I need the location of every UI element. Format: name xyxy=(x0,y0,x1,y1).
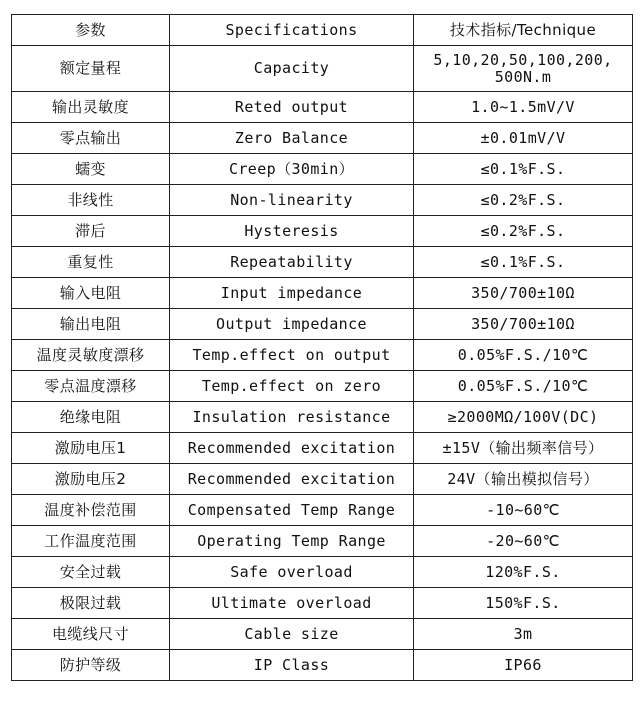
parameter-cell: 温度灵敏度漂移 xyxy=(12,340,170,371)
specification-cell: Reted output xyxy=(170,92,414,123)
specification-cell: Recommended excitation xyxy=(170,464,414,495)
specification-cell: Temp.effect on output xyxy=(170,340,414,371)
specification-cell: Repeatability xyxy=(170,247,414,278)
table-row xyxy=(12,402,633,433)
table-row xyxy=(12,247,633,278)
specification-cell: Compensated Temp Range xyxy=(170,495,414,526)
specification-cell: Insulation resistance xyxy=(170,402,414,433)
table-header-row xyxy=(12,15,633,46)
parameter-cell: 电缆线尺寸 xyxy=(12,619,170,650)
value-cell: -20~60℃ xyxy=(414,526,633,557)
parameter-cell: 非线性 xyxy=(12,185,170,216)
table-body xyxy=(12,15,633,681)
specification-cell: Safe overload xyxy=(170,557,414,588)
specification-cell: Input impedance xyxy=(170,278,414,309)
parameter-cell: 蠕变 xyxy=(12,154,170,185)
parameter-cell: 输出电阻 xyxy=(12,309,170,340)
table-row xyxy=(12,526,633,557)
specification-cell: Non-linearity xyxy=(170,185,414,216)
value-cell: 24V（输出模拟信号） xyxy=(414,464,633,495)
table-row xyxy=(12,309,633,340)
specification-cell: IP Class xyxy=(170,650,414,681)
parameter-cell: 安全过载 xyxy=(12,557,170,588)
specification-cell: Temp.effect on zero xyxy=(170,371,414,402)
value-cell: 150%F.S. xyxy=(414,588,633,619)
specifications-table xyxy=(11,14,633,681)
table-row xyxy=(12,216,633,247)
specification-cell: Cable size xyxy=(170,619,414,650)
table-row xyxy=(12,46,633,92)
value-cell: -10~60℃ xyxy=(414,495,633,526)
header-parameter: 参数 xyxy=(12,15,170,46)
table-row xyxy=(12,650,633,681)
parameter-cell: 滞后 xyxy=(12,216,170,247)
specification-cell: Recommended excitation xyxy=(170,433,414,464)
parameter-cell: 额定量程 xyxy=(12,46,170,92)
table-row xyxy=(12,588,633,619)
parameter-cell: 极限过载 xyxy=(12,588,170,619)
specification-cell: Capacity xyxy=(170,46,414,92)
table-row xyxy=(12,433,633,464)
table-row xyxy=(12,371,633,402)
table-row xyxy=(12,278,633,309)
table-row xyxy=(12,340,633,371)
table-row xyxy=(12,557,633,588)
parameter-cell: 输出灵敏度 xyxy=(12,92,170,123)
parameter-cell: 绝缘电阻 xyxy=(12,402,170,433)
value-cell: 0.05%F.S./10℃ xyxy=(414,340,633,371)
specification-cell: Ultimate overload xyxy=(170,588,414,619)
value-cell: ±15V（输出频率信号） xyxy=(414,433,633,464)
value-cell: 350/700±10Ω xyxy=(414,278,633,309)
specification-cell: Output impedance xyxy=(170,309,414,340)
value-cell: ≤0.2%F.S. xyxy=(414,216,633,247)
parameter-cell: 激励电压1 xyxy=(12,433,170,464)
parameter-cell: 防护等级 xyxy=(12,650,170,681)
table-row xyxy=(12,495,633,526)
parameter-cell: 重复性 xyxy=(12,247,170,278)
value-cell: 120%F.S. xyxy=(414,557,633,588)
value-cell: 5,10,20,50,100,200, 500N.m xyxy=(414,46,633,92)
header-technique: 技术指标/Technique xyxy=(414,15,633,46)
value-cell: 3m xyxy=(414,619,633,650)
specification-cell: Creep（30min） xyxy=(170,154,414,185)
parameter-cell: 零点温度漂移 xyxy=(12,371,170,402)
value-cell: ≥2000MΩ/100V(DC) xyxy=(414,402,633,433)
parameter-cell: 零点输出 xyxy=(12,123,170,154)
parameter-cell: 工作温度范围 xyxy=(12,526,170,557)
specification-cell: Operating Temp Range xyxy=(170,526,414,557)
table-row xyxy=(12,92,633,123)
parameter-cell: 激励电压2 xyxy=(12,464,170,495)
table-row xyxy=(12,123,633,154)
table-row xyxy=(12,619,633,650)
value-cell: ≤0.2%F.S. xyxy=(414,185,633,216)
specification-cell: Zero Balance xyxy=(170,123,414,154)
value-cell: ≤0.1%F.S. xyxy=(414,154,633,185)
value-cell: ≤0.1%F.S. xyxy=(414,247,633,278)
value-cell: 0.05%F.S./10℃ xyxy=(414,371,633,402)
table-row xyxy=(12,154,633,185)
specification-cell: Hysteresis xyxy=(170,216,414,247)
value-cell: 1.0~1.5mV/V xyxy=(414,92,633,123)
header-specifications: Specifications xyxy=(170,15,414,46)
value-cell: 350/700±10Ω xyxy=(414,309,633,340)
parameter-cell: 输入电阻 xyxy=(12,278,170,309)
parameter-cell: 温度补偿范围 xyxy=(12,495,170,526)
table-row xyxy=(12,185,633,216)
table-row xyxy=(12,464,633,495)
value-cell: IP66 xyxy=(414,650,633,681)
value-cell: ±0.01mV/V xyxy=(414,123,633,154)
